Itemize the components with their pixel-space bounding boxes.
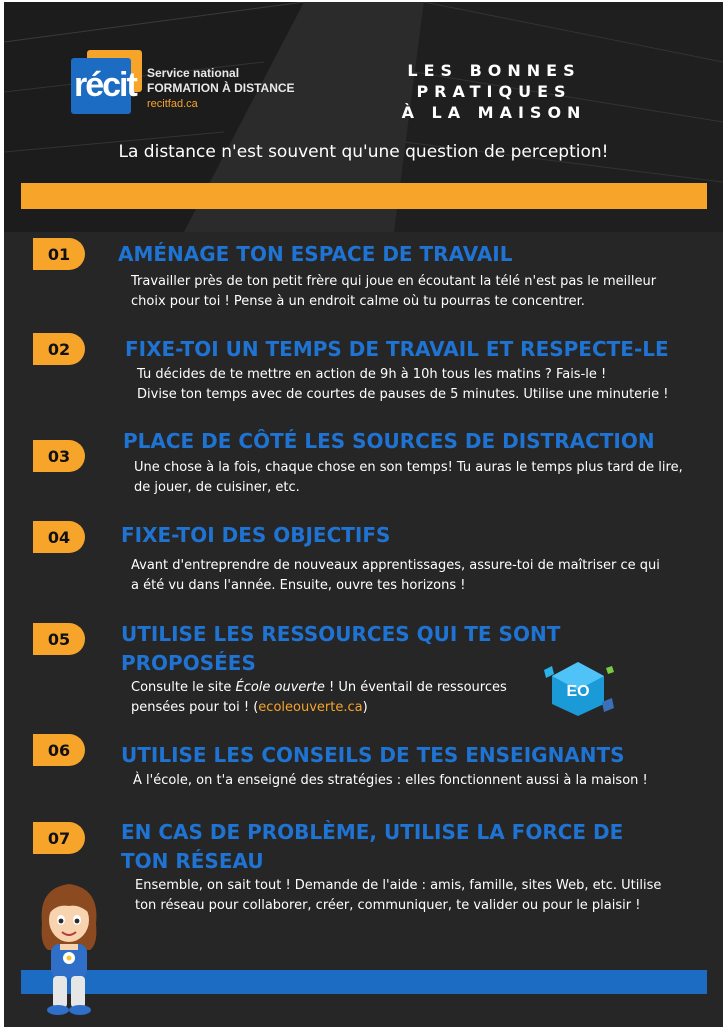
tip-title-line: PROPOSÉES — [121, 651, 256, 675]
ecoleouverte-link[interactable]: ecoleouverte.ca — [258, 700, 363, 715]
tip-body — [131, 678, 507, 718]
orange-divider — [21, 183, 707, 209]
title-line: PRATIQUES — [416, 82, 572, 101]
ecole-ouverte-logo — [540, 660, 616, 718]
tip-body-line — [131, 678, 507, 698]
org-url: recitfad.ca — [147, 98, 198, 110]
tip-body — [137, 365, 668, 405]
number-badge: 06 — [33, 734, 85, 766]
tip-body — [133, 771, 648, 791]
tip-body-line: Tu décides de te mettre en action de 9h à 10h tous les matins ? Fais-le ! — [137, 367, 607, 382]
tip-title: FIXE-TOI DES OBJECTIFS — [121, 523, 391, 547]
logo-text: récit — [74, 66, 136, 104]
org-subtitle: FORMATION À DISTANCE — [147, 81, 295, 95]
tip-title-line: TON RÉSEAU — [121, 849, 264, 873]
tip-title-line: UTILISE LES RESSOURCES QUI TE SONT — [121, 622, 561, 646]
body-text: ! Un éventail de ressources — [324, 680, 507, 695]
body-text: Consulte le site — [131, 680, 236, 695]
number-badge: 02 — [33, 333, 85, 365]
tip-title: AMÉNAGE TON ESPACE DE TRAVAIL — [118, 242, 513, 266]
tip-body — [135, 876, 661, 916]
tip-title — [121, 620, 560, 678]
title-line: LES BONNES — [407, 61, 581, 80]
recit-logo — [71, 58, 141, 114]
tip-body-line: ton réseau pour collaborer, créer, communiquer, te valider ou pour le plaisir ! — [135, 898, 641, 913]
tip-body-line: choix pour toi ! Pense à un endroit calme où tu pourras te concentrer. — [131, 294, 585, 309]
number-badge: 04 — [33, 521, 85, 553]
title-line: À LA MAISON — [401, 103, 587, 122]
org-name: Service national — [147, 66, 240, 80]
number-badge: 05 — [33, 623, 85, 655]
tip-body-line: Divise ton temps avec de courtes de pauses de 5 minutes. Utilise une minuterie ! — [137, 387, 669, 402]
tip-body-line: Une chose à la fois, chaque chose en son temps! Tu auras le temps plus tard de lire, — [134, 460, 683, 475]
tip-body-line: Avant d'entreprendre de nouveaux apprentissages, assure-toi de maîtriser ce qui — [131, 558, 660, 573]
tip-body-line — [131, 698, 507, 718]
tip-title: PLACE DE CÔTÉ LES SOURCES DE DISTRACTION — [123, 429, 655, 453]
girl-mascot-illustration — [34, 878, 104, 1018]
number-badge: 01 — [33, 238, 85, 270]
tip-body-line: Travailler près de ton petit frère qui joue en écoutant la télé n'est pas le meilleur — [131, 274, 657, 289]
tip-body — [131, 272, 656, 312]
page-title — [384, 60, 604, 123]
tip-title: UTILISE LES CONSEILS DE TES ENSEIGNANTS — [121, 743, 625, 767]
tip-body-line: À l'école, on t'a enseigné des stratégies : elles fonctionnent aussi à la maison ! — [133, 773, 648, 788]
footer-blue-bar — [21, 970, 707, 994]
site-name: École ouverte — [235, 680, 325, 695]
number-badge: 03 — [33, 440, 85, 472]
body-text: ) — [362, 700, 368, 715]
tip-title: FIXE-TOI UN TEMPS DE TRAVAIL ET RESPECTE-LE — [125, 337, 669, 361]
tip-body-line: Ensemble, on sait tout ! Demande de l'aide : amis, famille, sites Web, etc. Utilise — [135, 878, 662, 893]
body-text: pensées pour toi ! ( — [131, 700, 259, 715]
tip-body — [134, 458, 683, 498]
tip-title-line: EN CAS DE PROBLÈME, UTILISE LA FORCE DE — [121, 820, 624, 844]
tip-body-line: a été vu dans l'année. Ensuite, ouvre tes horizons ! — [131, 578, 466, 593]
tagline: La distance n'est souvent qu'une question de perception! — [118, 142, 609, 162]
infographic-page — [4, 2, 723, 1027]
tip-title — [121, 818, 623, 876]
eo-logo-text: EO — [566, 683, 590, 700]
tip-body — [131, 556, 660, 596]
tip-body-line: de jouer, de cuisiner, etc. — [134, 480, 300, 495]
number-badge: 07 — [33, 822, 85, 854]
